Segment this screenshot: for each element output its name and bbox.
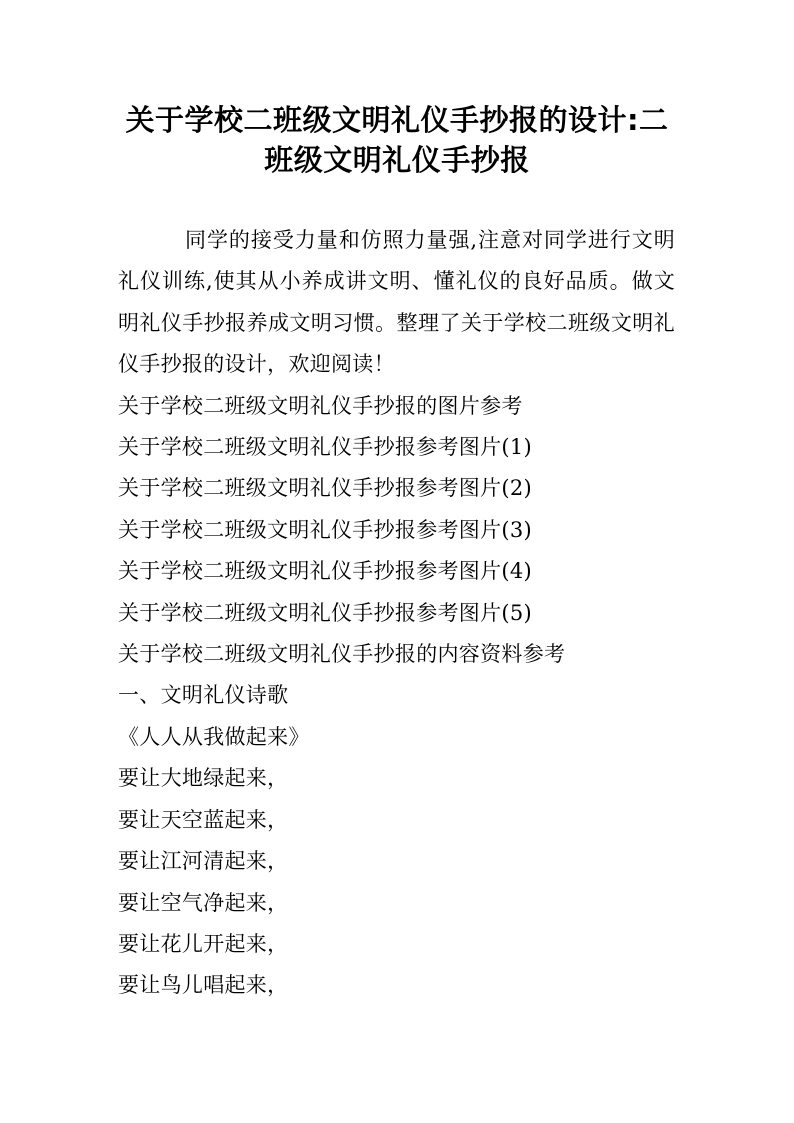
document-title: [0, 100, 794, 180]
picture-reference-item: 关于学校二班级文明礼仪手抄报参考图片(2): [118, 476, 533, 501]
poem-line: 要让花儿开起来，: [118, 931, 289, 956]
poem-line: 要让空气净起来，: [118, 890, 289, 915]
poem-title: 《人人从我做起来》: [118, 724, 310, 749]
document-body: [118, 220, 675, 1007]
title-line-2: 班级文明礼仪手抄报: [264, 143, 530, 177]
picture-reference-item: 关于学校二班级文明礼仪手抄报参考图片(3): [118, 517, 533, 542]
title-line-1: 关于学校二班级文明礼仪手抄报的设计:二: [125, 103, 669, 137]
picture-reference-item: 关于学校二班级文明礼仪手抄报参考图片(4): [118, 559, 533, 584]
poem-line: 要让鸟儿唱起来，: [118, 973, 289, 998]
picture-section-heading: 关于学校二班级文明礼仪手抄报的图片参考: [118, 393, 523, 418]
picture-reference-item: 关于学校二班级文明礼仪手抄报参考图片(1): [118, 435, 533, 460]
picture-reference-item: 关于学校二班级文明礼仪手抄报参考图片(5): [118, 600, 533, 625]
poem-line: 要让江河清起来，: [118, 849, 289, 874]
content-subheading: 一、文明礼仪诗歌: [118, 683, 289, 708]
intro-paragraph: 同学的接受力量和仿照力量强,注意对同学进行文明礼仪训练,使其从小养成讲文明、懂礼仪的良好品质。做文明礼仪手抄报养成文明习惯。整理了关于学校二班级文明礼仪手抄报的设计，欢迎阅读！: [118, 228, 675, 377]
poem-line: 要让天空蓝起来，: [118, 807, 289, 832]
poem-line: 要让大地绿起来，: [118, 766, 289, 791]
content-section-heading: 关于学校二班级文明礼仪手抄报的内容资料参考: [118, 642, 566, 667]
